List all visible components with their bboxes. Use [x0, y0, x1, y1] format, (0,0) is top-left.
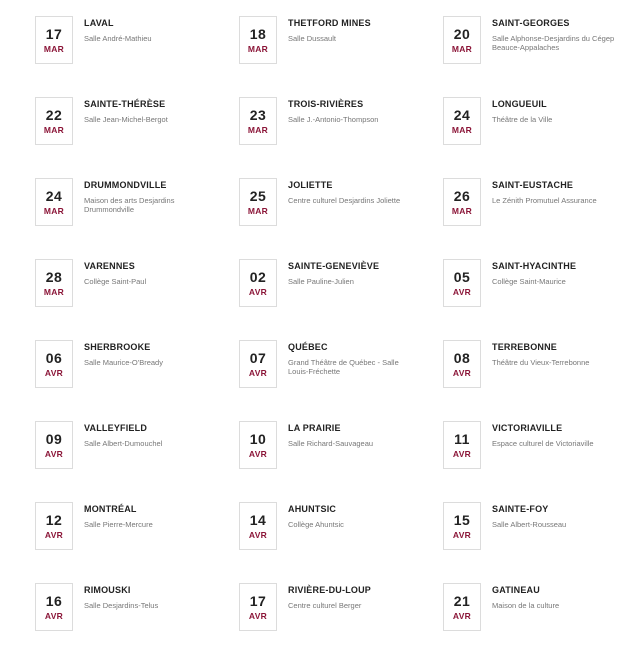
event-item[interactable] [35, 259, 214, 307]
event-month: AVR [44, 368, 64, 378]
event-item[interactable] [35, 421, 214, 469]
event-city: RIMOUSKI [84, 585, 131, 595]
event-venue: Salle Pierre-Mercure [84, 520, 153, 529]
date-box [239, 16, 277, 64]
date-box [443, 16, 481, 64]
event-city: MONTRÉAL [84, 504, 137, 514]
event-city: LAVAL [84, 18, 114, 28]
event-venue: Salle J.-Antonio-Thompson [288, 115, 379, 124]
event-item[interactable] [35, 97, 214, 145]
event-venue: Salle Dussault [288, 34, 336, 43]
event-item[interactable] [35, 16, 214, 64]
date-box [443, 421, 481, 469]
event-city: SAINT-HYACINTHE [492, 261, 577, 271]
event-day: 06 [45, 350, 63, 366]
event-month: AVR [452, 287, 472, 297]
event-item[interactable] [239, 502, 418, 550]
event-item[interactable] [443, 583, 622, 631]
event-venue: Le Zénith Promutuel Assurance [492, 196, 597, 205]
event-city: SAINT-EUSTACHE [492, 180, 574, 190]
event-day: 20 [453, 26, 471, 42]
event-day: 12 [45, 512, 63, 528]
event-venue: Salle André-Mathieu [84, 34, 152, 43]
date-box [35, 259, 73, 307]
event-month: AVR [44, 530, 64, 540]
event-day: 28 [45, 269, 63, 285]
date-box [239, 340, 277, 388]
event-item[interactable] [239, 97, 418, 145]
event-day: 18 [249, 26, 267, 42]
event-day: 02 [249, 269, 267, 285]
date-box [443, 502, 481, 550]
event-item[interactable] [239, 340, 418, 388]
event-venue: Salle Albert-Rousseau [492, 520, 567, 529]
event-item[interactable] [239, 421, 418, 469]
date-box [35, 16, 73, 64]
event-item[interactable] [35, 340, 214, 388]
date-box [443, 97, 481, 145]
date-box [35, 97, 73, 145]
event-item[interactable] [443, 178, 622, 226]
event-venue: Salle Alphonse-Desjardins du Cégep Beauce-Appalaches [492, 34, 615, 52]
event-city: GATINEAU [492, 585, 540, 595]
event-venue: Salle Albert-Dumouchel [84, 439, 163, 448]
event-venue: Salle Jean-Michel-Bergot [84, 115, 168, 124]
event-month: MAR [451, 44, 473, 54]
event-item[interactable] [239, 16, 418, 64]
event-item[interactable] [239, 583, 418, 631]
event-month: AVR [452, 449, 472, 459]
date-box [239, 502, 277, 550]
date-box [239, 178, 277, 226]
event-month: AVR [248, 611, 268, 621]
event-city: LA PRAIRIE [288, 423, 341, 433]
event-month: MAR [247, 44, 269, 54]
event-city: JOLIETTE [288, 180, 333, 190]
event-day: 14 [249, 512, 267, 528]
event-item[interactable] [443, 421, 622, 469]
event-month: MAR [43, 206, 65, 216]
event-venue: Salle Maurice-O'Bready [84, 358, 163, 367]
event-month: MAR [43, 44, 65, 54]
event-venue: Centre culturel Desjardins Joliette [288, 196, 401, 205]
event-day: 17 [45, 26, 63, 42]
event-day: 09 [45, 431, 63, 447]
event-day: 17 [249, 593, 267, 609]
event-month: AVR [452, 611, 472, 621]
event-day: 26 [453, 188, 471, 204]
event-city: AHUNTSIC [288, 504, 337, 514]
event-day: 24 [453, 107, 471, 123]
event-item[interactable] [239, 178, 418, 226]
event-item[interactable] [443, 502, 622, 550]
date-box [239, 97, 277, 145]
event-venue: Maison des arts Desjardins Drummondville [84, 196, 175, 214]
date-box [35, 340, 73, 388]
event-item[interactable] [443, 259, 622, 307]
event-item[interactable] [443, 340, 622, 388]
event-city: SHERBROOKE [84, 342, 151, 352]
event-month: AVR [248, 530, 268, 540]
date-box [35, 583, 73, 631]
event-venue: Théâtre du Vieux-Terrebonne [492, 358, 590, 367]
event-item[interactable] [443, 16, 622, 64]
event-month: AVR [452, 368, 472, 378]
event-month: MAR [451, 206, 473, 216]
event-day: 23 [249, 107, 267, 123]
event-day: 05 [453, 269, 471, 285]
event-month: AVR [44, 611, 64, 621]
date-box [443, 340, 481, 388]
event-month: MAR [247, 125, 269, 135]
event-city: DRUMMONDVILLE [84, 180, 167, 190]
event-day: 16 [45, 593, 63, 609]
date-box [443, 178, 481, 226]
date-box [239, 421, 277, 469]
event-venue: Grand Théâtre de Québec - Salle Louis-Fréchette [288, 358, 399, 376]
event-city: TERREBONNE [492, 342, 558, 352]
event-item[interactable] [35, 178, 214, 226]
event-venue: Espace culturel de Victoriaville [492, 439, 594, 448]
event-venue: Salle Richard-Sauvageau [288, 439, 374, 448]
event-day: 24 [45, 188, 63, 204]
event-city: LONGUEUIL [492, 99, 547, 109]
event-venue: Salle Desjardins-Telus [84, 601, 159, 610]
event-city: TROIS-RIVIÈRES [288, 99, 364, 109]
event-month: MAR [247, 206, 269, 216]
event-venue: Collège Ahuntsic [288, 520, 344, 529]
event-day: 07 [249, 350, 267, 366]
event-day: 11 [454, 431, 470, 447]
event-city: VALLEYFIELD [84, 423, 148, 433]
date-box [443, 259, 481, 307]
event-venue: Théâtre de la Ville [492, 115, 553, 124]
event-venue: Salle Pauline-Julien [288, 277, 354, 286]
event-city: SAINTE-THÉRÈSE [84, 99, 166, 109]
event-city: QUÉBEC [288, 342, 328, 352]
event-venue: Maison de la culture [492, 601, 560, 610]
event-month: MAR [451, 125, 473, 135]
event-month: MAR [43, 125, 65, 135]
event-day: 08 [453, 350, 471, 366]
event-city: VICTORIAVILLE [492, 423, 563, 433]
date-box [239, 583, 277, 631]
event-city: VARENNES [84, 261, 135, 271]
event-item[interactable] [239, 259, 418, 307]
date-box [239, 259, 277, 307]
event-month: AVR [452, 530, 472, 540]
event-item[interactable] [35, 583, 214, 631]
event-month: AVR [248, 287, 268, 297]
event-item[interactable] [443, 97, 622, 145]
date-box [443, 583, 481, 631]
event-month: AVR [248, 449, 268, 459]
event-day: 22 [45, 107, 63, 123]
event-city: SAINTE-GENEVIÈVE [288, 261, 380, 271]
date-box [35, 421, 73, 469]
event-day: 15 [453, 512, 471, 528]
event-month: AVR [248, 368, 268, 378]
event-month: AVR [44, 449, 64, 459]
event-city: RIVIÈRE-DU-LOUP [288, 585, 372, 595]
event-day: 21 [453, 593, 471, 609]
event-item[interactable] [35, 502, 214, 550]
event-day: 10 [249, 431, 267, 447]
event-venue: Centre culturel Berger [288, 601, 362, 610]
event-day: 25 [249, 188, 267, 204]
event-city: SAINTE-FOY [492, 504, 549, 514]
date-box [35, 502, 73, 550]
date-box [35, 178, 73, 226]
event-city: SAINT-GEORGES [492, 18, 570, 28]
event-venue: Collège Saint-Maurice [492, 277, 566, 286]
event-month: MAR [43, 287, 65, 297]
event-venue: Collège Saint-Paul [84, 277, 147, 286]
event-city: THETFORD MINES [288, 18, 371, 28]
